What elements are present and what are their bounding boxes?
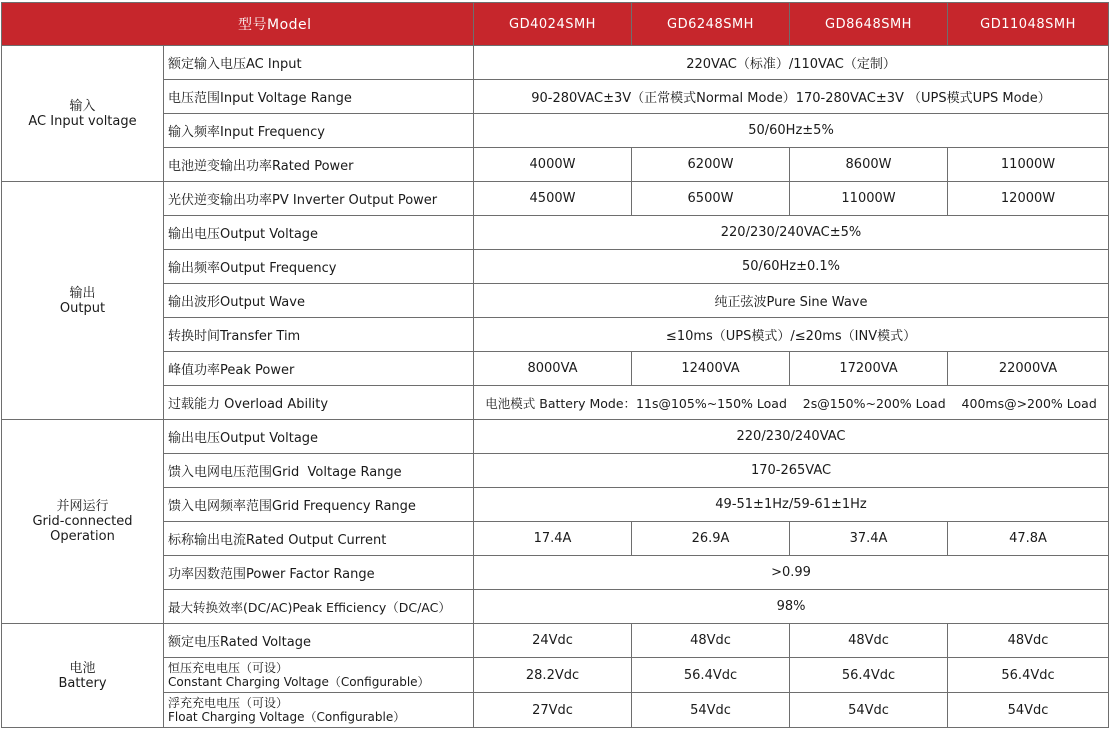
param-label: 光伏逆变输出功率PV Inverter Output Power bbox=[164, 182, 474, 216]
param-value: 8600W bbox=[790, 148, 948, 182]
param-value: 26.9A bbox=[632, 522, 790, 556]
param-value: 49-51±1Hz/59-61±1Hz bbox=[474, 488, 1109, 522]
param-label: 电池逆变输出功率Rated Power bbox=[164, 148, 474, 182]
group-output bbox=[2, 182, 164, 420]
param-value: 54Vdc bbox=[790, 693, 948, 728]
group-label: 输入 bbox=[69, 98, 96, 114]
param-value: 54Vdc bbox=[948, 693, 1109, 728]
table-row bbox=[2, 420, 1109, 454]
table-row bbox=[2, 216, 1109, 250]
table-row bbox=[2, 522, 1109, 556]
group-grid bbox=[2, 420, 164, 624]
param-label: 电压范围Input Voltage Range bbox=[164, 80, 474, 114]
param-value: 56.4Vdc bbox=[948, 658, 1109, 693]
param-value: 4500W bbox=[474, 182, 632, 216]
param-value: 90-280VAC±3V（正常模式Normal Mode）170-280VAC±3V （UPS模式UPS Mode） bbox=[474, 80, 1109, 114]
table-row bbox=[2, 590, 1109, 624]
group-input bbox=[2, 46, 164, 182]
param-value: 12000W bbox=[948, 182, 1109, 216]
param-value: 56.4Vdc bbox=[632, 658, 790, 693]
param-label: 馈入电网电压范围Grid Voltage Range bbox=[164, 454, 474, 488]
model-gd11048smh: GD11048SMH bbox=[948, 3, 1109, 46]
param-value: 48Vdc bbox=[790, 624, 948, 658]
model-header: 型号Model bbox=[2, 3, 474, 46]
param-label-line: 浮充充电电压（可设） bbox=[168, 696, 289, 710]
table-row bbox=[2, 148, 1109, 182]
table-row bbox=[2, 624, 1109, 658]
table-row bbox=[2, 454, 1109, 488]
param-value: 8000VA bbox=[474, 352, 632, 386]
param-value: 12400VA bbox=[632, 352, 790, 386]
table-row bbox=[2, 658, 1109, 693]
table-row bbox=[2, 250, 1109, 284]
model-gd4024smh: GD4024SMH bbox=[474, 3, 632, 46]
table-row bbox=[2, 284, 1109, 318]
group-label: AC Input voltage bbox=[28, 113, 137, 129]
param-label: 转换时间Transfer Tim bbox=[164, 318, 474, 352]
param-value: 17200VA bbox=[790, 352, 948, 386]
param-label: 额定输入电压AC Input bbox=[164, 46, 474, 80]
param-label-line: Constant Charging Voltage（Configurable） bbox=[168, 675, 430, 689]
param-label: 峰值功率Peak Power bbox=[164, 352, 474, 386]
table-row bbox=[2, 352, 1109, 386]
param-value: 220/230/240VAC bbox=[474, 420, 1109, 454]
table-row bbox=[2, 114, 1109, 148]
param-label: 输入频率Input Frequency bbox=[164, 114, 474, 148]
param-value: 56.4Vdc bbox=[790, 658, 948, 693]
param-label: 标称输出电流Rated Output Current bbox=[164, 522, 474, 556]
group-label: Grid-connected bbox=[32, 514, 133, 529]
table-row bbox=[2, 386, 1109, 420]
param-label: 输出电压Output Voltage bbox=[164, 420, 474, 454]
param-value: 电池模式 Battery Mode：11s@105%~150% Load 2s@150%~200% Load 400ms@>200% Load bbox=[474, 386, 1109, 420]
param-value: 50/60Hz±0.1% bbox=[474, 250, 1109, 284]
table-row bbox=[2, 556, 1109, 590]
model-gd6248smh: GD6248SMH bbox=[632, 3, 790, 46]
param-value: 11000W bbox=[790, 182, 948, 216]
param-label: 馈入电网频率范围Grid Frequency Range bbox=[164, 488, 474, 522]
param-label bbox=[164, 693, 474, 728]
param-value: ≤10ms（UPS模式）/≤20ms（INV模式） bbox=[474, 318, 1109, 352]
param-value: 54Vdc bbox=[632, 693, 790, 728]
param-label: 输出频率Output Frequency bbox=[164, 250, 474, 284]
param-value: 48Vdc bbox=[632, 624, 790, 658]
header-row bbox=[2, 3, 1109, 46]
param-value: 37.4A bbox=[790, 522, 948, 556]
model-gd8648smh: GD8648SMH bbox=[790, 3, 948, 46]
param-label bbox=[164, 658, 474, 693]
table-row bbox=[2, 318, 1109, 352]
param-value: 6500W bbox=[632, 182, 790, 216]
param-value: 24Vdc bbox=[474, 624, 632, 658]
param-label: 功率因数范围Power Factor Range bbox=[164, 556, 474, 590]
param-label-line: 恒压充电电压（可设） bbox=[168, 661, 289, 675]
param-label-line: Float Charging Voltage（Configurable） bbox=[168, 710, 406, 724]
param-value: 98% bbox=[474, 590, 1109, 624]
group-label: Output bbox=[59, 300, 106, 316]
param-label: 最大转换效率(DC/AC)Peak Efficiency（DC/AC） bbox=[164, 590, 474, 624]
table-row bbox=[2, 80, 1109, 114]
param-value: 22000VA bbox=[948, 352, 1109, 386]
param-label: 额定电压Rated Voltage bbox=[164, 624, 474, 658]
spec-table bbox=[1, 2, 1109, 728]
param-value: 47.8A bbox=[948, 522, 1109, 556]
param-label: 过载能力 Overload Ability bbox=[164, 386, 474, 420]
group-label: 并网运行 bbox=[56, 499, 109, 514]
table-row bbox=[2, 488, 1109, 522]
param-value: 50/60Hz±5% bbox=[474, 114, 1109, 148]
table-row bbox=[2, 182, 1109, 216]
param-value: 48Vdc bbox=[948, 624, 1109, 658]
group-label: 输出 bbox=[69, 285, 96, 301]
param-value: 27Vdc bbox=[474, 693, 632, 728]
group-label: 电池 bbox=[69, 660, 96, 676]
group-label: Operation bbox=[50, 529, 115, 544]
table-row bbox=[2, 46, 1109, 80]
param-value: 220VAC（标准）/110VAC（定制） bbox=[474, 46, 1109, 80]
group-label: Battery bbox=[58, 675, 107, 691]
param-label: 输出电压Output Voltage bbox=[164, 216, 474, 250]
param-value: 纯正弦波Pure Sine Wave bbox=[474, 284, 1109, 318]
param-value: 28.2Vdc bbox=[474, 658, 632, 693]
param-value: 220/230/240VAC±5% bbox=[474, 216, 1109, 250]
param-value: 170-265VAC bbox=[474, 454, 1109, 488]
param-value: 6200W bbox=[632, 148, 790, 182]
group-battery bbox=[2, 624, 164, 728]
param-value: 4000W bbox=[474, 148, 632, 182]
table-row bbox=[2, 693, 1109, 728]
param-value: >0.99 bbox=[474, 556, 1109, 590]
param-label: 输出波形Output Wave bbox=[164, 284, 474, 318]
param-value: 17.4A bbox=[474, 522, 632, 556]
param-value: 11000W bbox=[948, 148, 1109, 182]
